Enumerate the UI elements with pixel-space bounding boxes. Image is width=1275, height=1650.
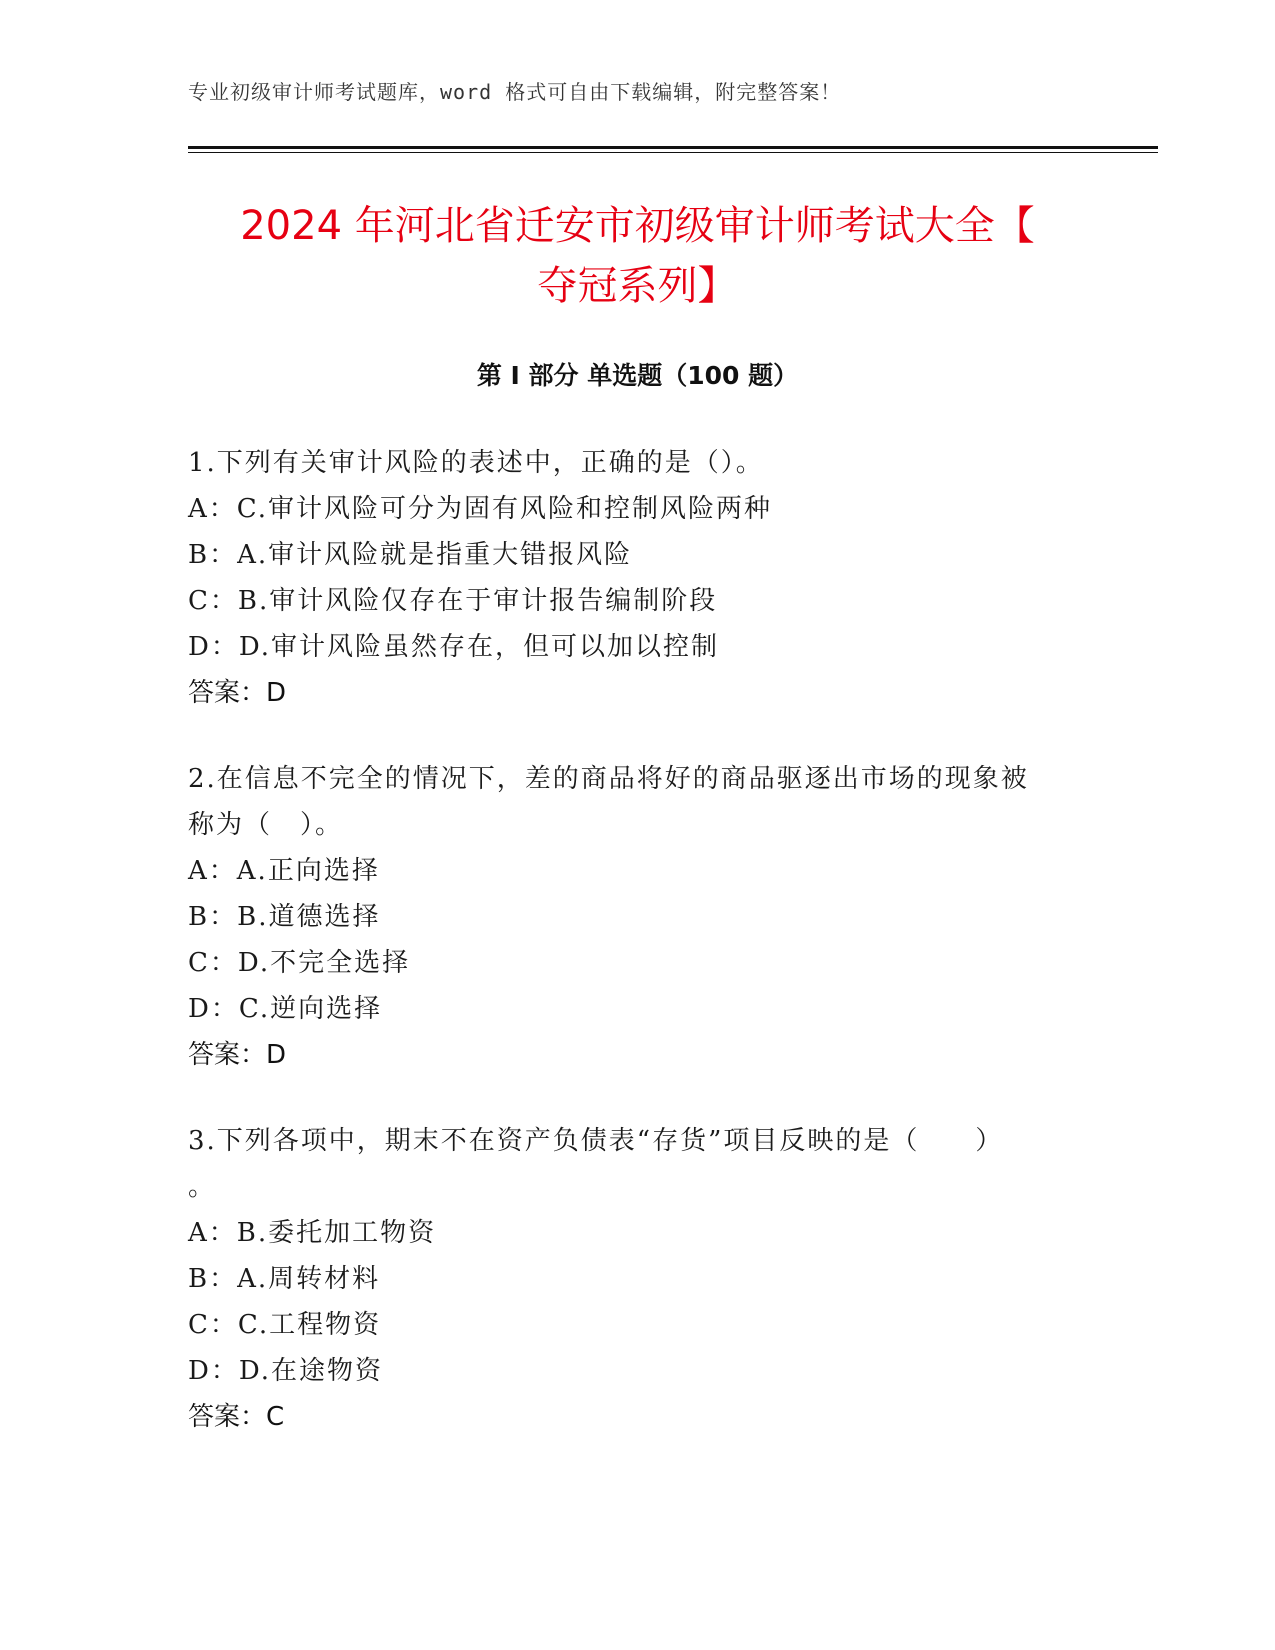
title-line-1: 2024 年河北省迁安市初级审计师考试大全【 bbox=[240, 203, 1035, 249]
option-b: B：A.审计风险就是指重大错报风险 bbox=[188, 540, 633, 570]
question-stem: 3.下列各项中，期末不在资产负债表“存货”项目反映的是（ ） bbox=[188, 1126, 1004, 1156]
question-stem-continued: 。 bbox=[188, 1172, 217, 1202]
question-1 bbox=[188, 440, 1088, 716]
option-a: A：C.审计风险可分为固有风险和控制风险两种 bbox=[188, 494, 773, 524]
question-3 bbox=[188, 1118, 1088, 1440]
header-rule-thick bbox=[188, 146, 1158, 149]
answer: 答案：C bbox=[188, 1402, 285, 1432]
header-note: 专业初级审计师考试题库，word 格式可自由下载编辑，附完整答案！ bbox=[188, 80, 842, 104]
option-c: C：D.不完全选择 bbox=[188, 948, 411, 978]
option-c: C：C.工程物资 bbox=[188, 1310, 382, 1340]
option-b: B：B.道德选择 bbox=[188, 902, 381, 932]
question-stem: 1.下列有关审计风险的表述中，正确的是（）。 bbox=[188, 448, 764, 478]
option-a: A：B.委托加工物资 bbox=[188, 1218, 437, 1248]
question-stem-continued: 称为（ ）。 bbox=[188, 810, 344, 840]
question-stem: 2.在信息不完全的情况下，差的商品将好的商品驱逐出市场的现象被 bbox=[188, 764, 1029, 794]
option-c: C：B.审计风险仅存在于审计报告编制阶段 bbox=[188, 586, 718, 616]
section-heading: 第 I 部分 单选题（100 题） bbox=[476, 361, 799, 390]
option-b: B：A.周转材料 bbox=[188, 1264, 381, 1294]
answer: 答案：D bbox=[188, 678, 287, 708]
question-list bbox=[188, 440, 1088, 1480]
question-2 bbox=[188, 756, 1088, 1078]
option-a: A：A.正向选择 bbox=[188, 856, 380, 886]
answer: 答案：D bbox=[188, 1040, 287, 1070]
option-d: D：D.在途物资 bbox=[188, 1356, 384, 1386]
option-d: D：C.逆向选择 bbox=[188, 994, 383, 1024]
document-title bbox=[160, 196, 1115, 316]
option-d: D：D.审计风险虽然存在，但可以加以控制 bbox=[188, 632, 720, 662]
title-line-2: 夺冠系列】 bbox=[537, 263, 738, 309]
header-rule-thin bbox=[188, 152, 1158, 153]
